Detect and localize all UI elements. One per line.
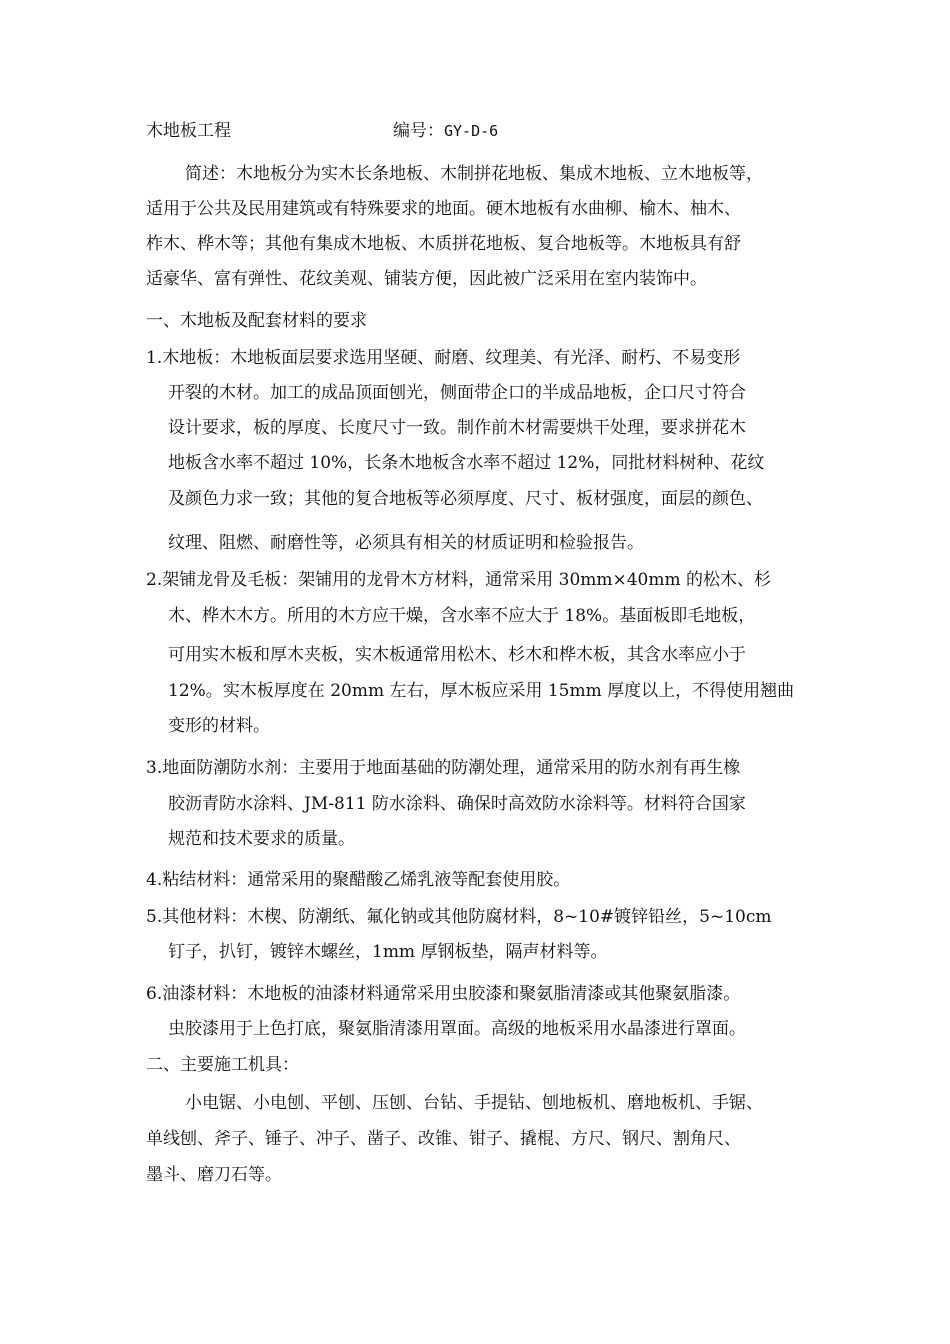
summary-line: 适豪华、富有弹性、花纹美观、铺装方便，因此被广泛采用在室内装饰中。 bbox=[146, 269, 707, 289]
item-1-line: 地板含水率不超过 10%，长条木地板含水率不超过 12%，同批材料树种、花纹 bbox=[168, 453, 765, 473]
item-5-line: 5.其他材料：木楔、防潮纸、氟化钠或其他防腐材料，8~10#镀锌铅丝，5~10cm bbox=[146, 907, 772, 927]
item-6-line: 6.油漆材料：木地板的油漆材料通常采用虫胶漆和聚氨脂清漆或其他聚氨脂漆。 bbox=[146, 984, 741, 1004]
item-1-line: 1.木地板：木地板面层要求选用坚硬、耐磨、纹理美、有光泽、耐朽、不易变形 bbox=[146, 348, 741, 368]
code-label: 编号： bbox=[393, 121, 444, 141]
section-heading: 二、主要施工机具： bbox=[146, 1055, 299, 1075]
item-1-line: 设计要求，板的厚度、长度尺寸一致。制作前木材需要烘干处理，要求拼花木 bbox=[168, 418, 746, 438]
item-1-line: 开裂的木材。加工的成品顶面刨光，侧面带企口的半成品地板，企口尺寸符合 bbox=[168, 383, 746, 403]
summary-line: 柞木、桦木等；其他有集成木地板、木质拼花地板、复合地板等。木地板具有舒 bbox=[146, 234, 741, 254]
tools-line: 墨斗、磨刀石等。 bbox=[146, 1165, 282, 1185]
item-5-line: 钉子，扒钉，镀锌木螺丝，1mm 厚钢板垫，隔声材料等。 bbox=[168, 942, 608, 962]
document-title: 木地板工程 bbox=[146, 121, 231, 141]
summary-line: 简述：木地板分为实木长条地板、木制拼花地板、集成木地板、立木地板等， bbox=[185, 164, 763, 184]
item-4-line: 4.粘结材料：通常采用的聚醋酸乙烯乳液等配套使用胶。 bbox=[146, 870, 571, 890]
item-2-line: 木、桦木木方。所用的木方应干燥，含水率不应大于 18%。基面板即毛地板， bbox=[168, 606, 756, 626]
summary-line: 适用于公共及民用建筑或有特殊要求的地面。硬木地板有水曲柳、榆木、柚木、 bbox=[146, 199, 741, 219]
item-1-line: 及颜色力求一致；其他的复合地板等必须厚度、尺寸、板材强度，面层的颜色、 bbox=[168, 489, 763, 509]
item-2-line: 2.架铺龙骨及毛板：架铺用的龙骨木方材料，通常采用 30mm×40mm 的松木、杉 bbox=[146, 570, 772, 590]
item-2-line: 变形的材料。 bbox=[168, 716, 270, 736]
tools-line: 单线刨、斧子、锤子、冲子、凿子、改锥、钳子、撬棍、方尺、钢尺、割角尺、 bbox=[146, 1129, 741, 1149]
document-code bbox=[393, 120, 498, 142]
item-1-line: 纹理、阻燃、耐磨性等，必须具有相关的材质证明和检验报告。 bbox=[168, 533, 644, 553]
item-3-line: 规范和技术要求的质量。 bbox=[168, 829, 355, 849]
item-6-line: 虫胶漆用于上色打底，聚氨脂清漆用罩面。高级的地板采用水晶漆进行罩面。 bbox=[168, 1019, 746, 1039]
code-value: GY-D-6 bbox=[444, 122, 499, 140]
item-2-line: 可用实木板和厚木夹板，实木板通常用松木、杉木和桦木板，其含水率应小于 bbox=[168, 645, 746, 665]
item-3-line: 胶沥青防水涂料、JM-811 防水涂料、确保时高效防水涂料等。材料符合国家 bbox=[168, 794, 746, 814]
tools-line: 小电锯、小电刨、平刨、压刨、台钻、手提钻、刨地板机、磨地板机、手锯、 bbox=[185, 1093, 763, 1113]
item-3-line: 3.地面防潮防水剂：主要用于地面基础的防潮处理，通常采用的防水剂有再生橡 bbox=[146, 758, 741, 778]
section-heading: 一、木地板及配套材料的要求 bbox=[146, 311, 367, 331]
item-2-line: 12%。实木板厚度在 20mm 左右，厚木板应采用 15mm 厚度以上，不得使用翘曲 bbox=[168, 681, 795, 701]
